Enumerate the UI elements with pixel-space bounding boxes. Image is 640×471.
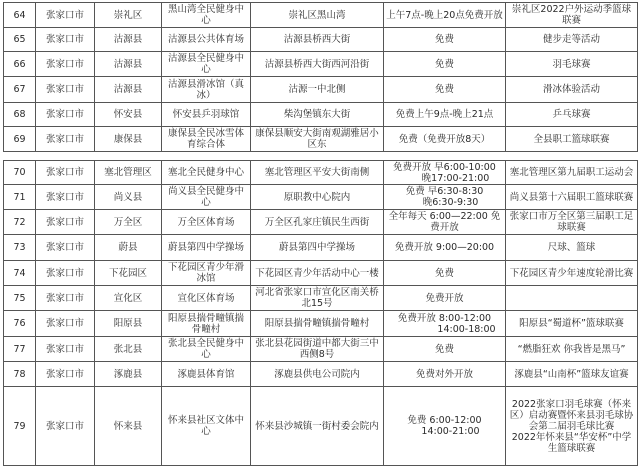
table-row bbox=[4, 127, 638, 152]
hours-line: 免费 6:00-12:00 bbox=[407, 415, 482, 426]
hours-line: 免费对外开放 bbox=[415, 368, 473, 380]
hours-line: 14:00-18:00 bbox=[437, 323, 496, 335]
venue-cell: 张北县全民健身中心 bbox=[162, 337, 251, 362]
hours-cell bbox=[384, 185, 506, 210]
row-number: 70 bbox=[4, 161, 36, 185]
address-cell: 蔚县第四中学操场 bbox=[251, 235, 384, 261]
city-cell: 张家口市 bbox=[36, 127, 95, 152]
row-number: 68 bbox=[4, 103, 36, 127]
row-number: 74 bbox=[4, 261, 36, 286]
address-cell: 河北省张家口市宣化区南关桥北15号 bbox=[251, 286, 384, 311]
hours-cell bbox=[384, 337, 506, 362]
venue-table-top bbox=[3, 2, 638, 152]
address-cell: 沽源一中北侧 bbox=[251, 77, 384, 103]
venue-cell: 宣化区体育场 bbox=[162, 286, 251, 311]
city-cell: 张家口市 bbox=[36, 185, 95, 210]
event-cell: 下花园区青少年速度轮滑比赛 bbox=[506, 261, 638, 286]
row-number: 79 bbox=[4, 387, 36, 466]
row-number: 73 bbox=[4, 235, 36, 261]
table-row bbox=[4, 286, 638, 311]
event-cell: 阳原县“蜀道杯”篮球联赛 bbox=[506, 311, 638, 337]
table-row bbox=[4, 28, 638, 52]
table-row bbox=[4, 362, 638, 387]
district-cell: 涿鹿县 bbox=[95, 362, 162, 387]
hours-cell: 免费 bbox=[384, 28, 506, 52]
table-row bbox=[4, 387, 638, 466]
venue-cell: 尚义县全民健身中心 bbox=[162, 185, 251, 210]
hours-line: 免费开放 早6:00-10:00 bbox=[393, 161, 496, 173]
table-row bbox=[4, 337, 638, 362]
city-cell: 张家口市 bbox=[36, 77, 95, 103]
address-cell: 下花园区青少年活动中心一楼 bbox=[251, 261, 384, 286]
row-number: 69 bbox=[4, 127, 36, 152]
hours-cell bbox=[384, 235, 506, 261]
event-line: 2022年怀来县“华安杯”中学生篮球联赛 bbox=[511, 431, 632, 454]
venue-cell: 怀来县社区文体中心 bbox=[162, 387, 251, 466]
venue-cell: 黑山湾全民健身中心 bbox=[162, 3, 251, 28]
hours-cell bbox=[384, 261, 506, 286]
district-cell: 沽源县 bbox=[95, 28, 162, 52]
event-line: 2022张家口羽毛球赛（怀来区）启动赛暨怀来县羽毛球协会第二届羽毛球比赛 bbox=[509, 398, 634, 432]
district-cell: 蔚县 bbox=[95, 235, 162, 261]
event-cell: 全县职工篮球联赛 bbox=[506, 127, 638, 152]
event-cell: 健步走等活动 bbox=[506, 28, 638, 52]
city-cell: 张家口市 bbox=[36, 28, 95, 52]
row-number: 77 bbox=[4, 337, 36, 362]
event-cell: 塞北管理区第九届职工运动会 bbox=[506, 161, 638, 185]
city-cell: 张家口市 bbox=[36, 286, 95, 311]
hours-cell: 免费上午9点-晚上21点 bbox=[384, 103, 506, 127]
hours-line: 免费 早6:30-8:30 bbox=[405, 186, 484, 197]
address-cell: 阳原县揣骨疃镇揣骨疃村 bbox=[251, 311, 384, 337]
district-cell: 崇礼区 bbox=[95, 3, 162, 28]
district-cell: 下花园区 bbox=[95, 261, 162, 286]
city-cell: 张家口市 bbox=[36, 311, 95, 337]
venue-cell: 沽源县全民健身中心 bbox=[162, 52, 251, 77]
venue-cell: 沽源县公共体育场 bbox=[162, 28, 251, 52]
district-cell: 沽源县 bbox=[95, 52, 162, 77]
hours-cell bbox=[384, 387, 506, 466]
district-cell: 怀安县 bbox=[95, 103, 162, 127]
table-row bbox=[4, 103, 638, 127]
city-cell: 张家口市 bbox=[36, 337, 95, 362]
address-cell: 怀来县沙城镇一街村委会院内 bbox=[251, 387, 384, 466]
hours-line: 14:00-21:00 bbox=[421, 426, 480, 437]
event-cell: 崇礼区2022户外运动季篮球联赛 bbox=[506, 3, 638, 28]
district-cell: 万全区 bbox=[95, 210, 162, 235]
event-cell bbox=[506, 387, 638, 466]
address-cell: 涿鹿县供电公司院内 bbox=[251, 362, 384, 387]
row-number: 75 bbox=[4, 286, 36, 311]
event-cell: 羽毛球赛 bbox=[506, 52, 638, 77]
city-cell: 张家口市 bbox=[36, 103, 95, 127]
district-cell: 宣化区 bbox=[95, 286, 162, 311]
hours-cell bbox=[384, 311, 506, 337]
table-row bbox=[4, 210, 638, 235]
address-cell: 张北县花园街道中都大街三中西侧8号 bbox=[251, 337, 384, 362]
event-cell bbox=[506, 286, 638, 311]
table-row bbox=[4, 185, 638, 210]
table-row bbox=[4, 77, 638, 103]
hours-line: 晚6:30-9:30 bbox=[422, 197, 479, 208]
address-cell: 沽源县桥西大街 bbox=[251, 28, 384, 52]
row-number: 65 bbox=[4, 28, 36, 52]
event-cell: 张家口市万全区第三届职工足球联赛 bbox=[506, 210, 638, 235]
hours-cell bbox=[384, 286, 506, 311]
hours-cell bbox=[384, 161, 506, 185]
event-cell: 乒乓球赛 bbox=[506, 103, 638, 127]
city-cell: 张家口市 bbox=[36, 362, 95, 387]
hours-line: 免费 bbox=[434, 343, 454, 355]
table-row bbox=[4, 161, 638, 185]
row-number: 66 bbox=[4, 52, 36, 77]
city-cell: 张家口市 bbox=[36, 235, 95, 261]
address-cell: 原职教中心院内 bbox=[251, 185, 384, 210]
table-row bbox=[4, 52, 638, 77]
hours-line: 免费开放 8:00-12:00 bbox=[397, 312, 492, 324]
row-number: 76 bbox=[4, 311, 36, 337]
venue-cell: 蔚县第四中学操场 bbox=[162, 235, 251, 261]
hours-line: 免费开放 bbox=[425, 292, 464, 304]
address-cell: 沽源县桥西大街西河沿街 bbox=[251, 52, 384, 77]
city-cell: 张家口市 bbox=[36, 161, 95, 185]
table-row bbox=[4, 235, 638, 261]
hours-cell bbox=[384, 210, 506, 235]
event-cell: 尺球、篮球 bbox=[506, 235, 638, 261]
event-cell: 尚义县第十六届职工篮球联赛 bbox=[506, 185, 638, 210]
city-cell: 张家口市 bbox=[36, 387, 95, 466]
address-cell: 万全区孔家庄镇民生西街 bbox=[251, 210, 384, 235]
district-cell: 张北县 bbox=[95, 337, 162, 362]
event-cell: “燃脂狂欢 你我皆是黑马” bbox=[506, 337, 638, 362]
venue-table-bottom bbox=[3, 160, 638, 466]
table-row bbox=[4, 311, 638, 337]
table-row bbox=[4, 261, 638, 286]
city-cell: 张家口市 bbox=[36, 3, 95, 28]
venue-cell: 涿鹿县体育馆 bbox=[162, 362, 251, 387]
table-row bbox=[4, 3, 638, 28]
district-cell: 康保县 bbox=[95, 127, 162, 152]
hours-line: 免费开放 9:00—20:00 bbox=[394, 242, 495, 253]
row-number: 72 bbox=[4, 210, 36, 235]
event-cell: 滑冰体验活动 bbox=[506, 77, 638, 103]
hours-cell: 免费 bbox=[384, 77, 506, 103]
venue-cell: 怀安县乒羽球馆 bbox=[162, 103, 251, 127]
district-cell: 怀来县 bbox=[95, 387, 162, 466]
hours-cell: 免费 bbox=[384, 52, 506, 77]
city-cell: 张家口市 bbox=[36, 52, 95, 77]
row-number: 67 bbox=[4, 77, 36, 103]
venue-cell: 万全区体育场 bbox=[162, 210, 251, 235]
venue-cell: 下花园区青少年滑冰馆 bbox=[162, 261, 251, 286]
venue-cell: 阳原县揣骨疃镇揣骨疃村 bbox=[162, 311, 251, 337]
hours-line: 免费 bbox=[434, 267, 454, 279]
hours-line: 晚17:00-21:00 bbox=[421, 172, 490, 184]
row-number: 78 bbox=[4, 362, 36, 387]
city-cell: 张家口市 bbox=[36, 261, 95, 286]
venue-cell: 康保县全民冰雪体育综合体 bbox=[162, 127, 251, 152]
district-cell: 尚义县 bbox=[95, 185, 162, 210]
address-cell: 塞北管理区平安大街南侧 bbox=[251, 161, 384, 185]
hours-cell: 免费（免费开放8天） bbox=[384, 127, 506, 152]
address-cell: 康保县顺安大街南观湖雅居小区东 bbox=[251, 127, 384, 152]
venue-cell: 沽源县滑冰馆（真冰） bbox=[162, 77, 251, 103]
row-number: 71 bbox=[4, 185, 36, 210]
venue-cell: 塞北全民健身中心 bbox=[162, 161, 251, 185]
address-cell: 崇礼区黑山湾 bbox=[251, 3, 384, 28]
row-number: 64 bbox=[4, 3, 36, 28]
hours-cell: 上午7点-晚上20点免费开放 bbox=[384, 3, 506, 28]
hours-cell bbox=[384, 362, 506, 387]
district-cell: 塞北管理区 bbox=[95, 161, 162, 185]
city-cell: 张家口市 bbox=[36, 210, 95, 235]
address-cell: 柴沟堡镇东大街 bbox=[251, 103, 384, 127]
hours-line: 全年每天 6:00—22:00 免费开放 bbox=[388, 211, 501, 233]
district-cell: 沽源县 bbox=[95, 77, 162, 103]
event-cell: 涿鹿县“山南杯”篮球友谊赛 bbox=[506, 362, 638, 387]
district-cell: 阳原县 bbox=[95, 311, 162, 337]
